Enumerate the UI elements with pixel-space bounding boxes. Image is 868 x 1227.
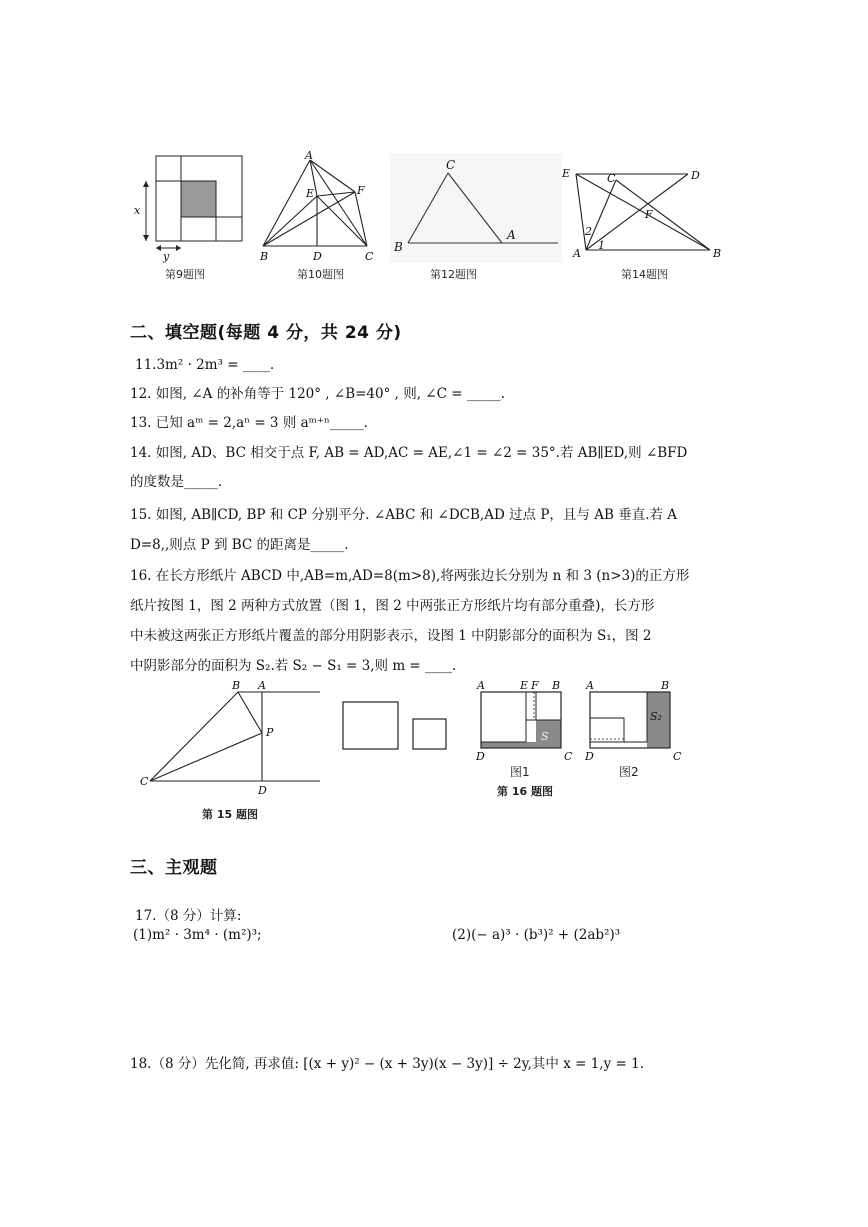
fig14-label-b: B xyxy=(713,247,722,260)
fig16-1-label-c: C xyxy=(564,750,573,763)
fig16-1-label-a: A xyxy=(477,679,485,692)
fig14-label-1: 1 xyxy=(598,239,605,252)
question-17-title: 17.（8 分）计算: xyxy=(135,908,242,924)
fig9-x-label: x xyxy=(134,204,141,217)
fig16-2-label-s2: S₂ xyxy=(650,710,662,723)
fig10-label-a: A xyxy=(305,150,313,162)
fig12-label-b: B xyxy=(394,240,403,254)
fig14-label-c: C xyxy=(607,172,616,185)
question-16-line3: 中未被这两张正方形纸片覆盖的部分用阴影表示，设图 1 中阴影部分的面积为 S₁，图 2 xyxy=(130,628,652,644)
figure-9 xyxy=(130,150,250,265)
question-13: 13. 已知 aᵐ = 2,aⁿ = 3 则 aᵐ⁺ⁿ_____. xyxy=(130,415,368,431)
fig14-label-d: D xyxy=(691,169,700,182)
figure-16-diagram-2 xyxy=(583,678,683,764)
fig10-label-d: D xyxy=(313,250,322,263)
fig16-1-label-d: D xyxy=(476,750,485,763)
fig15-label-d: D xyxy=(258,784,267,796)
question-16-line2: 纸片按图 1，图 2 两种方式放置（图 1，图 2 中两张正方形纸片均有部分重叠)，长方形 xyxy=(130,598,655,614)
fig15-label-a: A xyxy=(258,679,266,692)
figure-16-diagram-1 xyxy=(474,678,574,764)
section2-heading: 二、填空题(每题 4 分，共 24 分) xyxy=(130,323,402,343)
question-14-line1: 14. 如图, AD、BC 相交于点 F, AB = AD,AC = AE,∠1 = ∠2 = 35°.若 AB∥ED,则 ∠BFD xyxy=(130,445,688,461)
fig16-2-label-a: A xyxy=(586,679,594,692)
fig16-2-label-b: B xyxy=(661,679,670,692)
question-14-line2: 的度数是_____. xyxy=(130,474,223,490)
fig15-label-c: C xyxy=(140,775,149,788)
fig16-sub2-caption: 图2 xyxy=(619,765,639,779)
question-15-line2: D=8,,则点 P 到 BC 的距离是_____. xyxy=(130,537,349,553)
fig16-1-label-b: B xyxy=(552,679,561,692)
fig16-sub1-caption: 图1 xyxy=(510,765,530,779)
fig14-label-e: E xyxy=(562,167,571,180)
fig16-2-label-d: D xyxy=(585,750,594,763)
figure-10 xyxy=(255,150,380,265)
question-16-line4: 中阴影部分的面积为 S₂.若 S₂ − S₁ = 3,则 m = ____. xyxy=(130,658,457,674)
question-17-part1: (1)m² · 3m⁴ · (m²)³; xyxy=(133,927,262,943)
fig10-label-e: E xyxy=(306,187,315,200)
fig16-1-label-f: F xyxy=(531,679,539,692)
fig14-label-f: F xyxy=(645,208,653,221)
fig12-caption: 第12题图 xyxy=(430,268,477,281)
fig9-caption: 第9题图 xyxy=(165,268,205,281)
fig10-label-f: F xyxy=(357,184,365,197)
question-17-part2: (2)(− a)³ · (b³)² + (2ab²)³ xyxy=(452,927,621,943)
figure-16-squares xyxy=(340,700,452,752)
fig16-2-label-c: C xyxy=(673,750,682,763)
section3-heading: 三、主观题 xyxy=(130,858,218,878)
figure-12 xyxy=(390,153,562,263)
fig14-label-a: A xyxy=(573,247,581,260)
fig16-1-label-s: S xyxy=(541,730,549,743)
figure-14 xyxy=(558,160,738,265)
question-12: 12. 如图, ∠A 的补角等于 120° , ∠B=40° , 则, ∠C = _____. xyxy=(130,386,505,402)
fig12-label-c: C xyxy=(446,158,456,172)
question-11: 11.3m² · 2m³ = ____. xyxy=(135,357,275,373)
fig14-label-2: 2 xyxy=(585,225,592,238)
fig10-label-c: C xyxy=(365,250,374,263)
fig15-label-p: P xyxy=(266,726,274,739)
question-16-line1: 16. 在长方形纸片 ABCD 中,AB=m,AD=8(m>8),将两张边长分别为 n 和 3 (n>3)的正方形 xyxy=(130,568,690,584)
fig9-y-label: y xyxy=(163,250,170,263)
figure-15 xyxy=(138,678,323,796)
fig10-label-b: B xyxy=(260,250,269,263)
fig14-caption: 第14题图 xyxy=(621,268,668,281)
fig12-label-a: A xyxy=(507,228,516,242)
question-18: 18.（8 分）先化简, 再求值: [(x + y)² − (x + 3y)(x − 3y)] ÷ 2y,其中 x = 1,y = 1. xyxy=(130,1056,644,1072)
fig16-caption: 第 16 题图 xyxy=(497,785,553,798)
fig10-caption: 第10题图 xyxy=(297,268,344,281)
fig16-1-label-e: E xyxy=(520,679,529,692)
fig15-caption: 第 15 题图 xyxy=(202,808,258,821)
fig15-label-b: B xyxy=(232,679,241,692)
question-15-line1: 15. 如图, AB∥CD, BP 和 CP 分别平分. ∠ABC 和 ∠DCB,AD 过点 P，且与 AB 垂直.若 A xyxy=(130,507,678,523)
